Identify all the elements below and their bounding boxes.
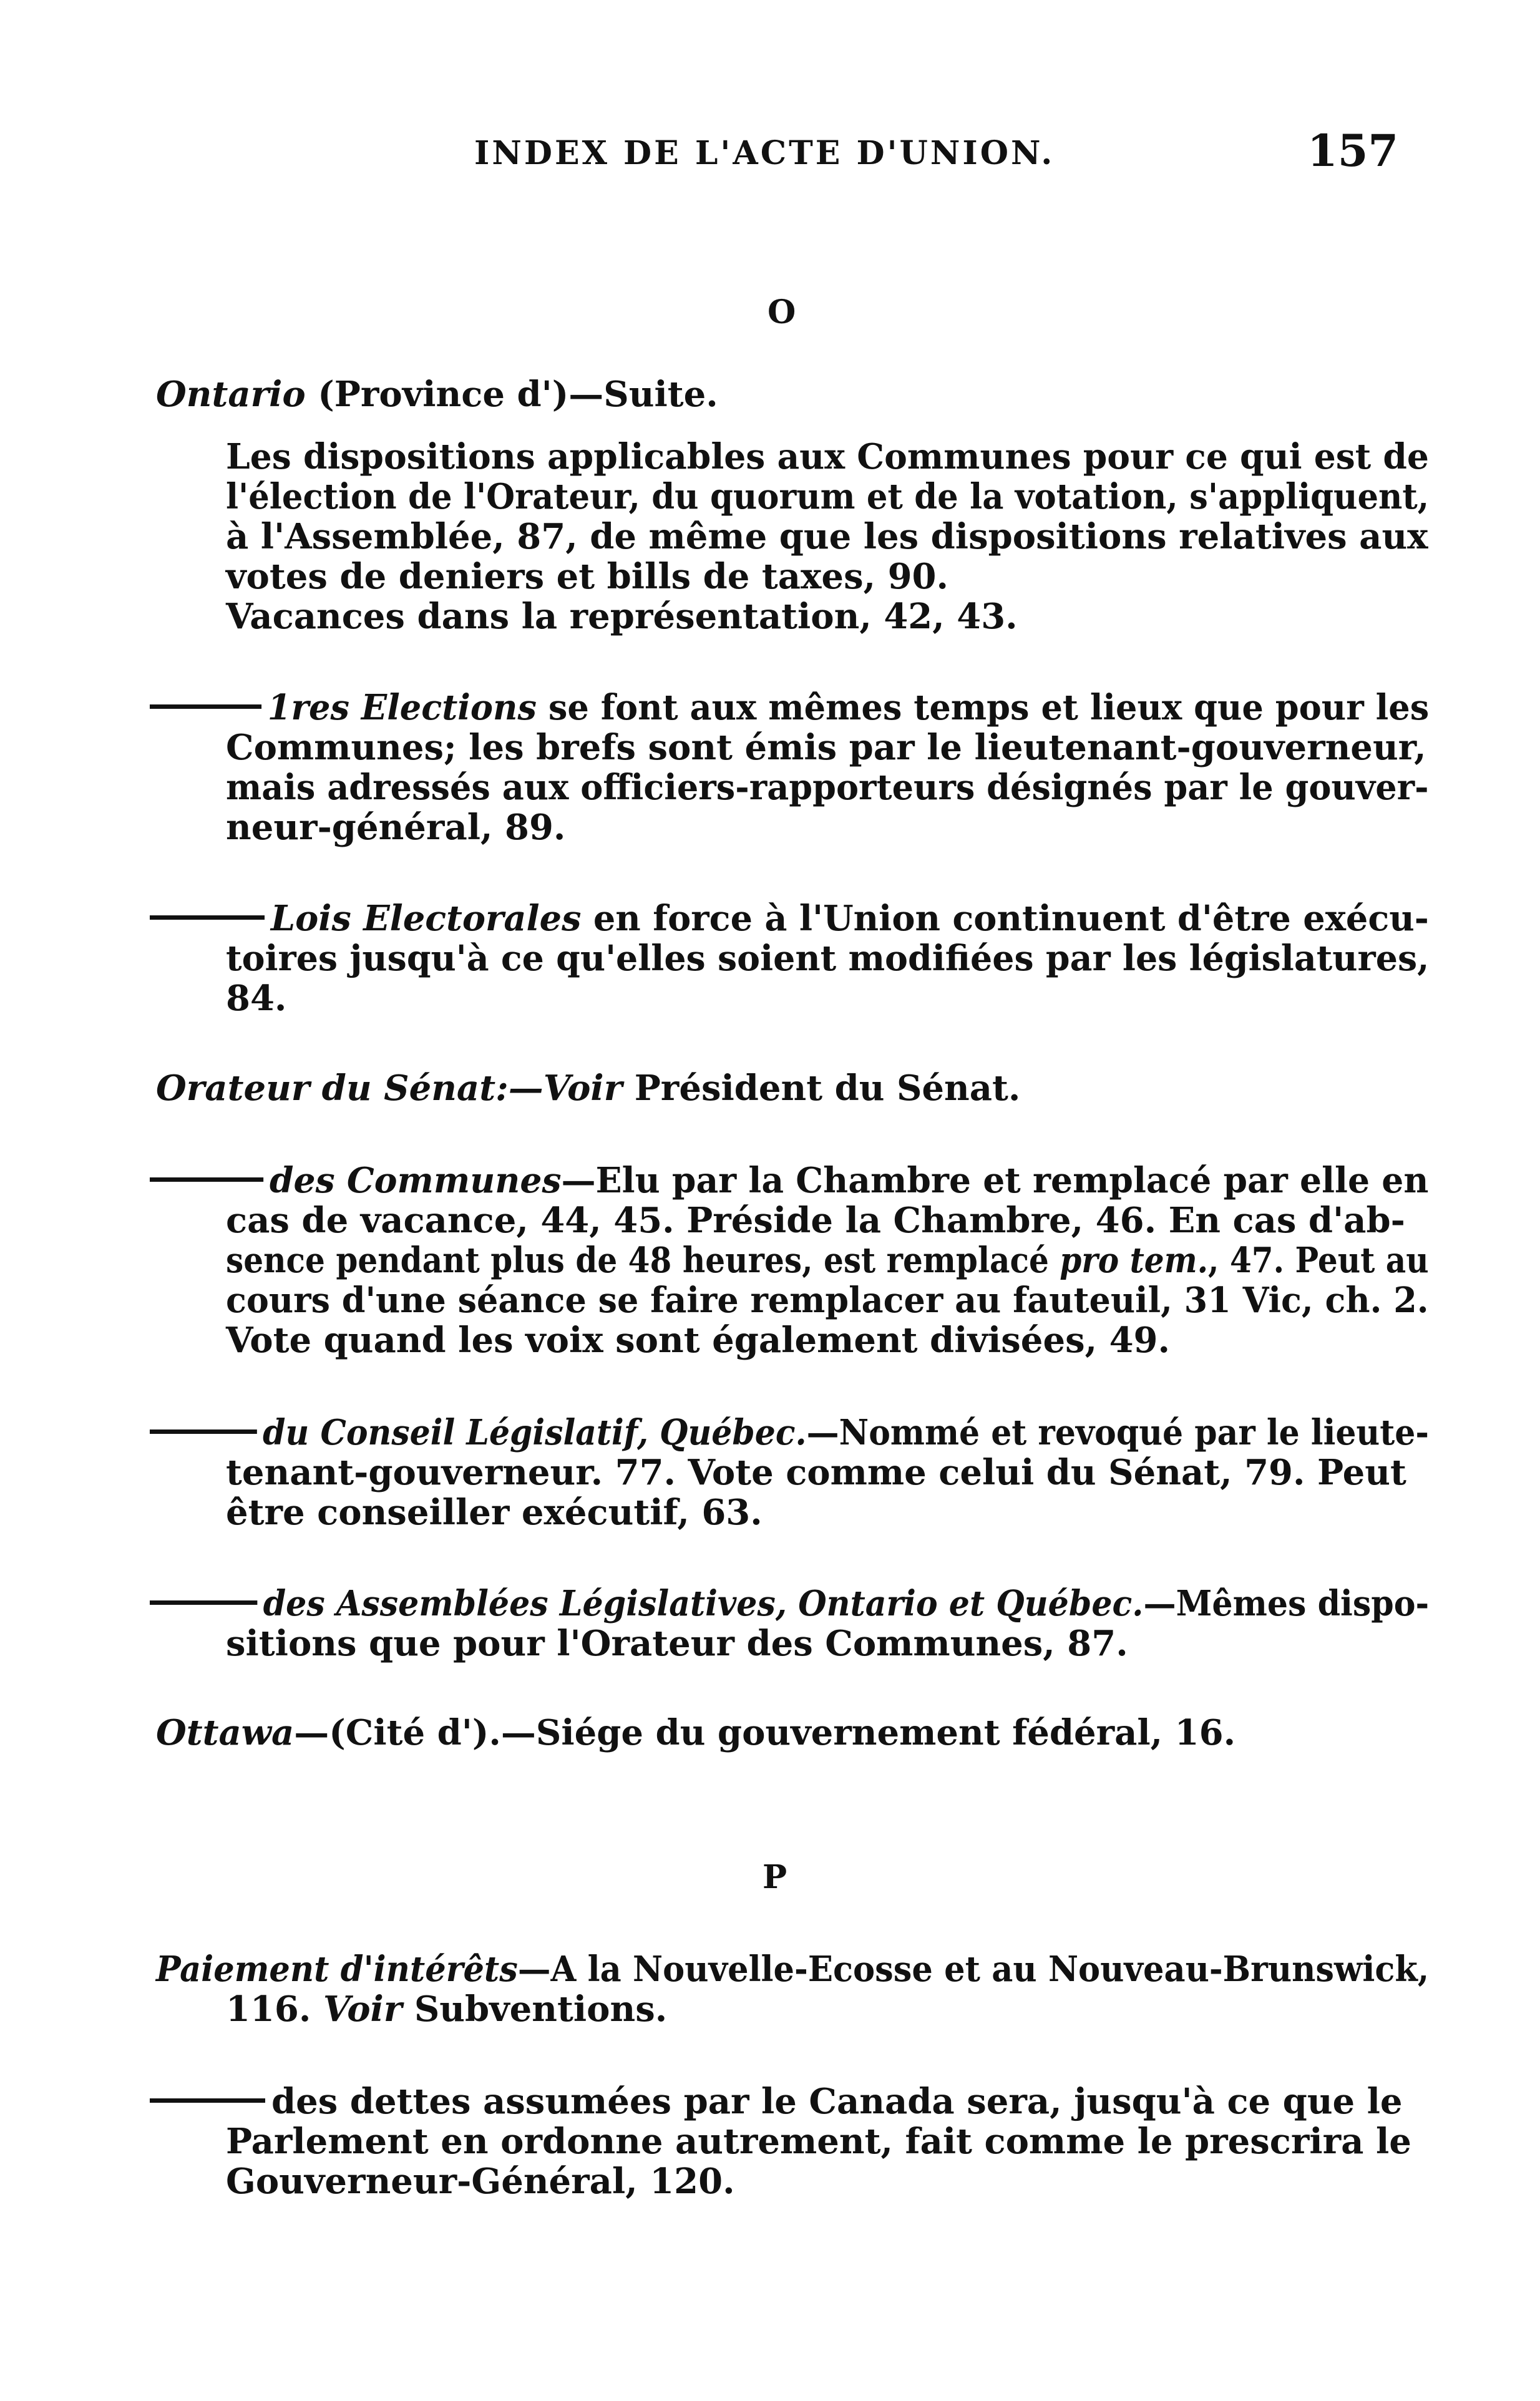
section-letter-p: P <box>763 1858 787 1896</box>
entry-paiement-interets: Paiement d'intérêts—A la Nouvelle-Ecosse et au Nouveau-Brunswick, <box>156 1949 1430 1990</box>
entry-term: Paiement d'intérêts <box>156 1949 518 1990</box>
entry-orateur-senat: Orateur du Sénat:—Voir Président du Sénat. <box>156 1068 1021 1109</box>
entry-text-line: mais adressés aux officiers-rapporteurs désignés par le gouver- <box>226 767 1429 808</box>
entry-text-line: toires jusqu'à ce qu'elles soient modifiées par les législatures, <box>226 938 1430 979</box>
entry-term: des Assemblées Législatives, Ontario et Québec. <box>263 1583 1144 1624</box>
entry-paiement-dettes: des dettes assumées par le Canada sera, jusqu'à ce que le <box>150 2082 1403 2121</box>
entry-text-line: être conseiller exécutif, 63. <box>226 1492 763 1533</box>
entry-text-line: Gouverneur-Général, 120. <box>226 2161 735 2202</box>
entry-ottawa: Ottawa—(Cité d').—Siége du gouvernement fédéral, 16. <box>156 1712 1236 1753</box>
entry-text-line: sitions que pour l'Orateur des Communes, 87. <box>226 1623 1128 1664</box>
repeat-dash <box>150 1429 257 1434</box>
entry-text-line: l'élection de l'Orateur, du quorum et de la votation, s'appliquent, <box>226 476 1430 517</box>
see-reference: Voir <box>323 1989 402 2030</box>
entry-text-line: sence pendant plus de 48 heures, est remplacé pro tem., 47. Peut au <box>226 1240 1429 1281</box>
entry-text-line: cas de vacance, 44, 45. Préside la Chambre, 46. En cas d'ab- <box>226 1200 1405 1241</box>
entry-term: 1res Elections <box>267 687 537 728</box>
entry-term: Ottawa <box>156 1712 295 1753</box>
entry-lois-electorales: Lois Electorales en force à l'Union continuent d'être exécu- <box>150 899 1429 938</box>
entry-text-line: 116. Voir Subventions. <box>226 1989 668 2030</box>
repeat-dash <box>150 1177 263 1182</box>
repeat-dash <box>150 1600 257 1605</box>
entry-text-line: Communes; les brefs sont émis par le lieutenant-gouverneur, <box>226 727 1426 768</box>
entry-term: Ontario <box>156 374 306 415</box>
running-header: INDEX DE L'ACTE D'UNION. <box>474 134 1055 172</box>
entry-text-line: Vote quand les voix sont également divisées, 49. <box>226 1320 1171 1361</box>
entry-text-line: neur-général, 89. <box>226 807 566 848</box>
section-letter-o: O <box>768 293 796 331</box>
entry-text-line: Parlement en ordonne autrement, fait comme le prescrira le <box>226 2121 1411 2162</box>
entry-text-line: à l'Assemblée, 87, de même que les dispositions relatives aux <box>226 516 1428 557</box>
entry-term: Orateur du Sénat: <box>156 1068 509 1109</box>
entry-text-line: Vacances dans la représentation, 42, 43. <box>226 596 1018 637</box>
repeat-dash <box>150 2098 265 2103</box>
entry-text-line: 84. <box>226 978 287 1019</box>
entry-term: du Conseil Législatif, Québec. <box>263 1412 807 1453</box>
entry-term: Lois Electorales <box>270 898 582 939</box>
repeat-dash <box>150 704 261 709</box>
entry-text-line: votes de deniers et bills de taxes, 90. <box>226 556 949 597</box>
entry-premieres-elections: 1res Elections se font aux mêmes temps et lieux que pour les <box>150 688 1429 728</box>
page-number: 157 <box>1307 125 1399 177</box>
entry-orateur-conseil: du Conseil Législatif, Québec.—Nommé et revoqué par le lieute- <box>150 1413 1429 1453</box>
see-reference: —Voir <box>508 1068 623 1109</box>
entry-text-line: cours d'une séance se faire remplacer au fauteuil, 31 Vic, ch. 2. <box>226 1280 1429 1321</box>
entry-term: des Communes <box>269 1160 562 1201</box>
entry-text-line: tenant-gouverneur. 77. Vote comme celui du Sénat, 79. Peut <box>226 1452 1406 1493</box>
entry-text-line: Les dispositions applicables aux Communes pour ce qui est de <box>226 436 1429 477</box>
entry-orateur-assemblees: des Assemblées Législatives, Ontario et Québec.—Mêmes dispo- <box>150 1584 1429 1624</box>
entry-ontario-heading: Ontario (Province d')—Suite. <box>156 374 718 415</box>
repeat-dash <box>150 915 265 920</box>
entry-orateur-communes: des Communes—Elu par la Chambre et remplacé par elle en <box>150 1161 1428 1200</box>
